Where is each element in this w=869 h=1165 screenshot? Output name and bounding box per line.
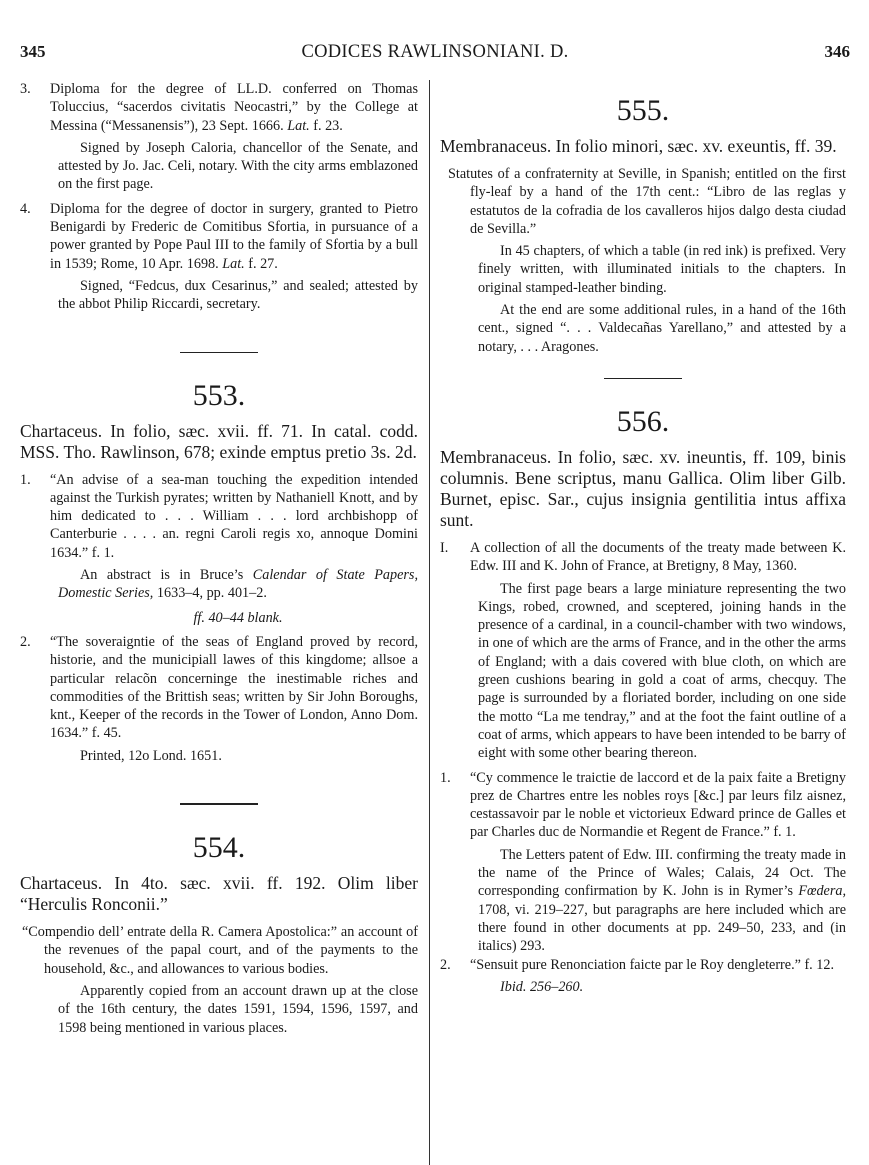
item-text: “Sensuit pure Renonciation faicte par le Roy dengleterre.” f. 12.	[470, 956, 835, 973]
manuscript-contents: Statutes of a confraternity at Seville, in Spanish; entitled on the first fly-leaf by a hand of the 17th cent.: “Libro de las reglas y estatutos de la cofradia de los cavalleros hijos dalgo desta ciudad de Sevilla.”	[448, 166, 846, 237]
note-text: An abstract is in Bruce’s	[80, 567, 244, 584]
entry-item-2	[20, 633, 418, 743]
item-language: Lat.	[222, 255, 245, 272]
manuscript-number: 554.	[192, 831, 246, 865]
item-note	[20, 566, 418, 603]
item-note: In 45 chapters, of which a table (in red ink) is prefixed. Very finely written, with illuminated initials to the chapters. In original stamped-leather binding.	[478, 243, 846, 296]
manuscript-number: 553.	[192, 378, 246, 412]
item-text: “An advise of a sea-man touching the expedition intended against the Turkish pyrates; written by Nathaniell Knott, and by him dedicated to . . . William . . . lord archbishopp of Canterburie . . . . an. regni Caroli regis xo, annoque Domini 1634.” f. 1.	[50, 471, 418, 561]
item-text: A collection of all the documents of the treaty made between K. Edw. III and K. John of France, at Bretigny, 8 May, 1360.	[470, 539, 846, 575]
item-note: Apparently copied from an account drawn up at the close of the 16th century, the dates 1591, 1594, 1596, 1597, and 1598 being mentioned in various places.	[58, 982, 418, 1036]
left-column	[20, 80, 418, 1037]
blank-leaves-note: ff. 40–44 blank.	[193, 609, 283, 626]
item-folio: f. 23.	[313, 117, 343, 134]
item-note: The first page bears a large miniature representing the two Kings, robed, crowned, and sceptered, joining hands in the presence of a cardinal, in a council-chamber with two windows, in one of which are the arms of France, and in the other the arms of England; with a dais covered with blue cloth, on which are green cushions bearing in gold a coat of arms, checquy. The page is surrounded by a floriated border, including on one side the motto “La me tendray,” and at the foot the faint outline of a coat of arms, which appears to have been intended to be barry of eight with some other bearing thereon.	[478, 580, 846, 762]
right-page-number: 346	[824, 42, 850, 61]
entry-item-1	[20, 471, 418, 562]
item-number: 2.	[440, 956, 451, 973]
note-text: 1633–4, pp. 401–2.	[156, 585, 267, 602]
item-text: “The soveraigntie of the seas of England proved by record, historie, and the municipiall lawes of this kingdome; allsoe a particular relacõn concerninge the inestimable riches and commodities of the Brittish seas; written by Sir John Boroughs, knt., Keeper of the records in the Tower of London, Anno Dom. 1634.” f. 45.	[50, 633, 418, 742]
item-number: 1.	[20, 471, 31, 488]
running-title: CODICES RAWLINSONIANI. D.	[301, 42, 569, 62]
item-number: 2.	[20, 633, 31, 650]
manuscript-number: 556.	[616, 404, 670, 438]
item-note: At the end are some additional rules, in a hand of the 16th cent., signed “. . . Valdecañas Yarellano,” and attested by a notary, . . . Aragones.	[478, 302, 846, 355]
item-number: 1.	[440, 769, 451, 786]
entry-item-1	[440, 769, 846, 842]
section-rule	[180, 352, 258, 353]
item-text: Diploma for the degree of LL.D. conferred on Thomas Toluccius, “sacerdos civitatis Neocastri,” by the College at Messina (“Messanensis”), 23 Sept. 1666.	[50, 81, 418, 134]
item-text: Diploma for the degree of doctor in surgery, granted to Pietro Benigardi by Frederic de Comitibus Sfortia, in pursuance of a power granted by Pope Paul III to the family of Sfortia by a bull in 1539; Rome, 10 Apr. 1698.	[50, 200, 418, 272]
column-divider	[429, 80, 430, 1165]
item-note: Printed, 12o Lond. 1651.	[80, 747, 222, 764]
item-number: I.	[440, 539, 449, 556]
note-title: Fœdera,	[798, 883, 847, 900]
manuscript-number: 555.	[616, 94, 670, 127]
entry-item-3	[20, 80, 418, 135]
left-page-number: 345	[20, 42, 46, 61]
manuscript-description: Membranaceus. In folio, sæc. xv. ineuntis, ff. 109, binis columnis. Bene scriptus, manu Gallica. Olim liber Gilb. Burnet, episc. Sar., cujus insignia gentilitia intus affixa sunt.	[440, 446, 846, 530]
manuscript-description: Chartaceus. In folio, sæc. xvii. ff. 71. In catal. codd. MSS. Tho. Rawlinson, 678; exinde emptus pretio 3s. 2d.	[20, 420, 418, 462]
item-note	[440, 846, 846, 956]
note-title: Calendar of State Papers, Domestic Series,	[58, 567, 419, 602]
item-folio: f. 27.	[248, 255, 278, 272]
item-note: Ibid. 256–260.	[500, 978, 584, 995]
right-column	[440, 80, 846, 996]
item-number: 3.	[20, 81, 31, 97]
item-language: Lat.	[287, 117, 310, 134]
item-text: “Cy commence le traictie de laccord et de la paix faite a Bretigny prez de Chartres entre les nobles roys [&c.] par leurs filz aisnez, cestassavoir par le noble et victorieux Edward prince de Galles et par Charles duc de Normandie et Regent de France.” f. 1.	[470, 769, 846, 841]
page-header	[20, 42, 850, 66]
note-text: 1708, vi. 219–227, but paragraphs are here included which are there found in other documents at pp. 249–50, 233, and (in italics) 293.	[478, 901, 846, 955]
item-note: Signed, “Fedcus, dux Cesarinus,” and sealed; attested by the abbot Philip Riccardi, secretary.	[58, 277, 418, 313]
section-rule	[180, 803, 258, 805]
item-number: 4.	[20, 200, 31, 217]
section-rule	[604, 378, 682, 379]
entry-item-2	[440, 956, 846, 974]
manuscript-description: Chartaceus. In 4to. sæc. xvii. ff. 192. Olim liber “Herculis Ronconii.”	[20, 873, 418, 915]
item-note: Signed by Joseph Caloria, chancellor of the Senate, and attested by Jo. Jac. Celi, notary. With the city arms emblazoned on the first page.	[58, 139, 418, 193]
note-text: The Letters patent of Edw. III. confirming the treaty made in the name of the Prince of Wales; Calais, 24 Oct. The corresponding confirmation by K. John is in Rymer’s	[478, 846, 846, 900]
manuscript-contents: “Compendio dell’ entrate della R. Camera Apostolica:” an account of the revenues of the papal court, and of the payments to the household, &c., and allowances to various bodies.	[22, 924, 418, 977]
entry-roman-1	[440, 539, 846, 576]
manuscript-description: Membranaceus. In folio minori, sæc. xv. exeuntis, ff. 39.	[440, 136, 837, 156]
entry-item-4	[20, 200, 418, 273]
